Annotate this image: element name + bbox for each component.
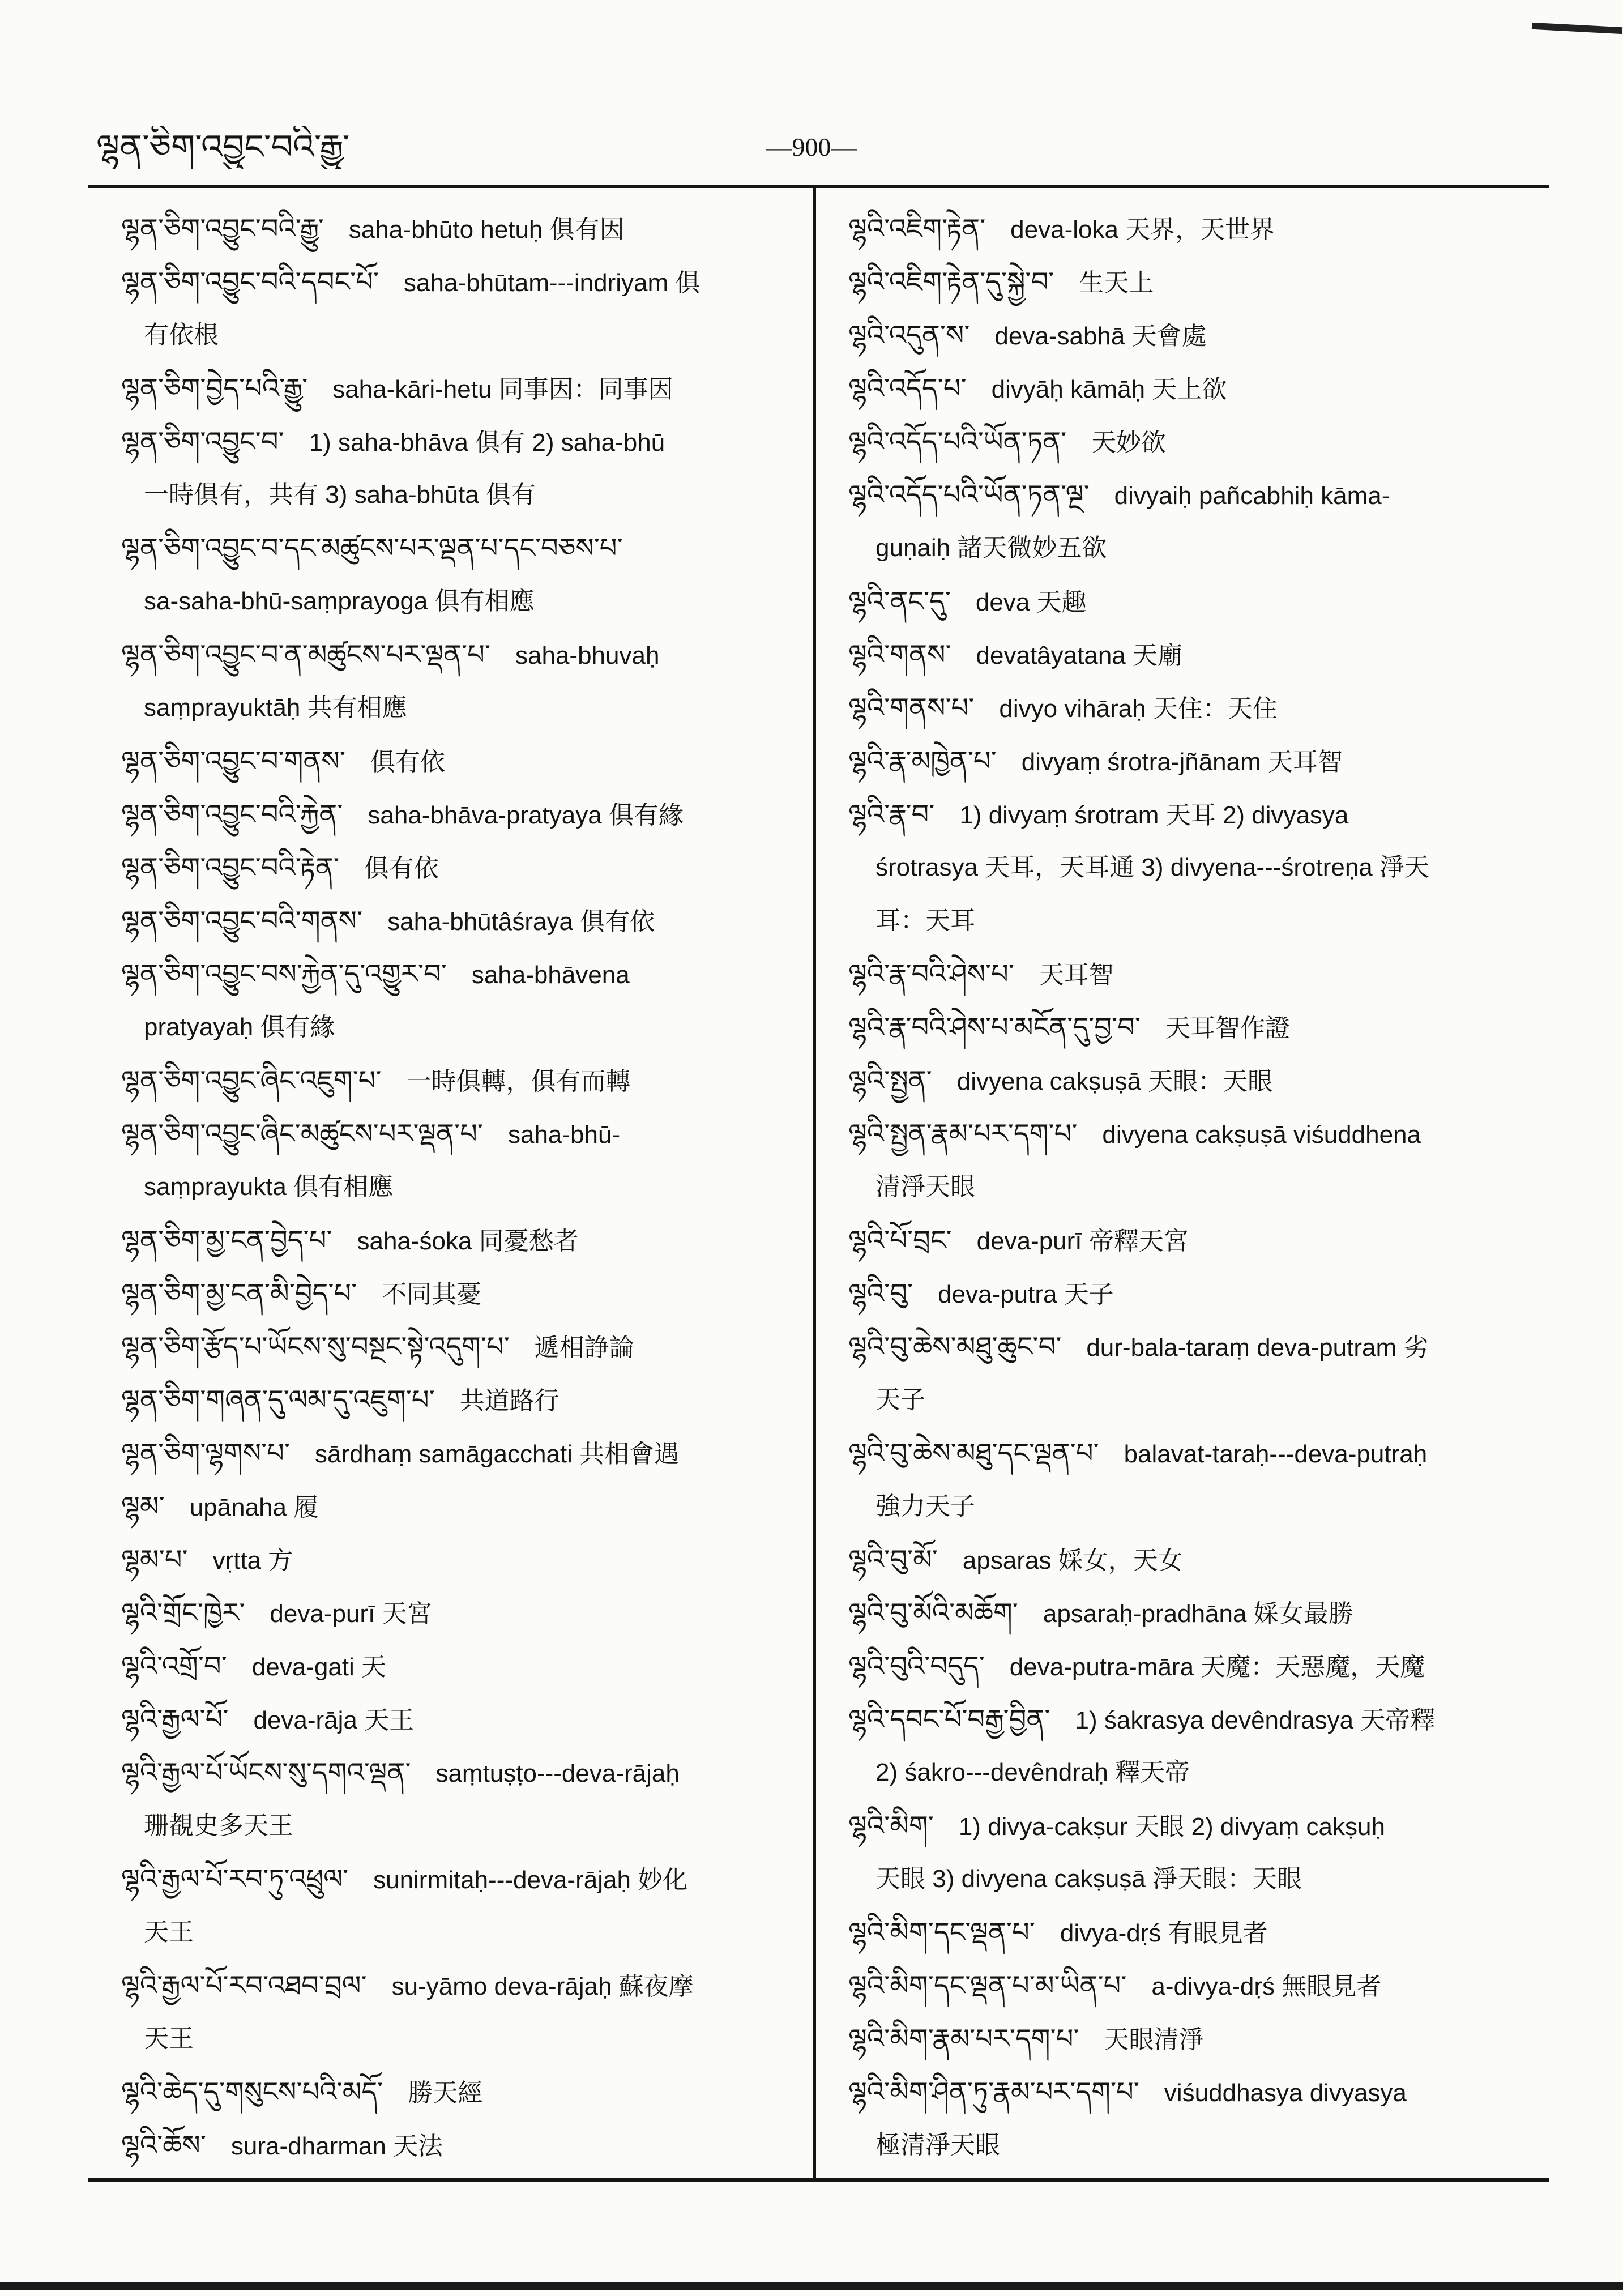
entry-gloss: devatâyatana 天廟: [976, 642, 1182, 669]
entry-continuation: śrotrasya 天耳，天耳通 3) divyena---śrotreṇa 淨天: [875, 853, 1429, 881]
entry-headword: ལྷའི་རྒྱལ་པོ་: [121, 1704, 229, 1735]
entry-headword: ལྷན་ཅིག་འབྱུང་ཞིང་མཚུངས་པར་ལྡན་པ་: [121, 1118, 483, 1150]
entry-line: [848, 628, 1584, 681]
entry-line: [121, 255, 801, 309]
entry-gloss: 1) divyaṃ śrotram 天耳 2) divyasya: [959, 801, 1349, 829]
entry-headword: ལྷན་ཅིག་གཞན་དུ་ལམ་དུ་འཇུག་པ་: [121, 1384, 435, 1416]
entry-gloss: divyaṃ śrotra-jñānam 天耳智: [1021, 748, 1343, 776]
entry-headword: ལྷའི་སྤྱན་: [848, 1065, 932, 1096]
entry-gloss: deva-sabhā 天會處: [994, 322, 1207, 350]
entry-line: [848, 681, 1584, 735]
entry-line: [848, 1640, 1584, 1693]
entry-line: [848, 415, 1584, 468]
entry-gloss: divyena cakṣuṣā viśuddhena: [1102, 1121, 1421, 1149]
entry-headword: ལྷའི་མིག་རྣམ་པར་དག་པ་: [848, 2023, 1079, 2055]
entry-line: [121, 2119, 801, 2172]
entry-line: [848, 2065, 1584, 2119]
entry-line: [121, 1746, 801, 1799]
entry-continuation: 天眼 3) divyena cakṣuṣā 淨天眼：天眼: [875, 1865, 1302, 1893]
entry-line: [121, 1214, 801, 1267]
entry-line: [848, 1107, 1584, 1160]
entry-headword: ལྷའི་འདོད་པའི་ཡོན་ཏན་: [848, 426, 1067, 458]
entry-continuation: 一時俱有，共有 3) saha-bhūta 俱有: [144, 481, 536, 509]
entry-gloss: deva-purī 帝釋天宮: [976, 1227, 1189, 1255]
entry-continuation: 珊覩史多天王: [144, 1812, 293, 1840]
entry-headword: ལྷའི་བུ་མོ་: [848, 1544, 938, 1576]
entry-line: [848, 309, 1584, 362]
entry-headword: ལྷའི་འདུན་ས་: [848, 319, 970, 351]
entry-line: [848, 575, 1584, 628]
entry-line: [121, 202, 801, 255]
entry-line: [848, 202, 1584, 255]
entry-line: [848, 1906, 1584, 1959]
entry-line: [121, 2065, 801, 2119]
entry-gloss: divya-dṛś 有眼見者: [1060, 1919, 1268, 1947]
entry-gloss: sunirmitaḥ---deva-rājaḥ 妙化: [373, 1866, 688, 1894]
entry-line: [848, 735, 1584, 788]
entry-headword: ལྷའི་པོ་བྲང་: [848, 1224, 952, 1256]
entry-line: [848, 468, 1584, 522]
bottom-rule: [88, 2178, 1549, 2182]
entry-line: [848, 2012, 1584, 2065]
entry-headword: ལྷན་ཅིག་འབྱུང་བ་: [121, 426, 284, 458]
entry-gloss: su-yāmo deva-rājaḥ 蘇夜摩: [391, 1973, 694, 2000]
entry-line: [121, 894, 801, 948]
entry-headword: ལྷན་ཅིག་བྱེད་པའི་རྒྱུ་: [121, 373, 308, 404]
entry-headword: ལྷའི་འཇིག་རྟེན་དུ་སྐྱེ་བ་: [848, 266, 1054, 298]
entry-headword: ལྷན་ཅིག་རྩོད་པ་ཡོངས་སུ་བསྔང་སྟེ་འདུག་པ་: [121, 1331, 510, 1363]
entry-headword: ལྷན་ཅིག་འབྱུང་བ་གནས་: [121, 745, 345, 777]
entry-headword: ལྷའི་གནས་: [848, 639, 951, 671]
entry-line: [848, 1320, 1584, 1373]
entry-gloss: saha-śoka 同憂愁者: [357, 1227, 579, 1255]
entry-gloss: 遞相諍論: [534, 1334, 634, 1362]
entry-headword: ལྷའི་ཆོས་: [121, 2129, 206, 2161]
entry-line: [121, 1853, 801, 1906]
entry-continuation: 天王: [144, 2025, 194, 2052]
entry-headword: ལྷན་ཅིག་འབྱུང་བའི་གནས་: [121, 905, 363, 937]
entry-headword: ལྷའི་བུ་: [848, 1278, 913, 1309]
entry-headword: ལྷན་ཅིག་འབྱུང་བའི་དབང་པོ་: [121, 266, 379, 298]
entry-gloss: 俱有依: [370, 748, 445, 776]
entry-gloss: 勝天經: [408, 2079, 483, 2107]
entry-headword: ལྷའི་མིག་: [848, 1810, 934, 1842]
entry-gloss: saha-bhuvaḥ: [515, 642, 660, 669]
entry-headword: ལྷན་ཅིག་འབྱུང་བས་རྐྱེན་དུ་འགྱུར་བ་: [121, 958, 447, 990]
entry-continuation: 強力天子: [875, 1492, 975, 1520]
entry-gloss: apsaraḥ-pradhāna 婇女最勝: [1043, 1600, 1353, 1628]
entry-gloss: deva-gati 天: [251, 1653, 387, 1681]
page-number: —900—: [766, 133, 857, 161]
right-column: [848, 202, 1584, 2172]
entry-line: [848, 1214, 1584, 1267]
entry-headword: ལྷན་ཅིག་འབྱུང་བ་ན་མཚུངས་པར་ལྡན་པ་: [121, 639, 490, 671]
entry-headword: ལྷའི་འདོད་པ་: [848, 373, 967, 404]
entry-headword: ལྷའི་གྲོང་ཁྱེར་: [121, 1597, 245, 1629]
entry-headword: ལྷའི་བུ་མོའི་མཆོག་: [848, 1597, 1018, 1629]
entry-line: [121, 1107, 801, 1160]
entry-continuation: guṇaiḥ 諸天微妙五欲: [875, 534, 1107, 562]
entry-gloss: deva-rāja 天王: [253, 1706, 415, 1734]
entry-headword: ལྷའི་རྣ་བའི་ཤེས་པ་: [848, 958, 1014, 990]
entry-headword: ལྷའི་རྣ་བའི་ཤེས་པ་མངོན་དུ་བྱ་བ་: [848, 1012, 1141, 1043]
entry-gloss: 1) divya-cakṣur 天眼 2) divyaṃ cakṣuḥ: [958, 1813, 1385, 1841]
entry-line: [848, 1001, 1584, 1054]
entry-continuation: sa-saha-bhū-saṃprayoga 俱有相應: [144, 587, 535, 615]
entry-gloss: a-divya-dṛś 無眼見者: [1151, 1973, 1382, 2000]
entry-line: [121, 841, 801, 894]
entry-gloss: upānaha 履: [189, 1493, 319, 1521]
top-rule: [88, 185, 1549, 188]
entry-continuation: 清淨天眼: [875, 1173, 975, 1201]
entry-gloss: viśuddhasya divyasya: [1164, 2079, 1407, 2107]
entry-gloss: sura-dharman 天法: [230, 2132, 443, 2160]
entry-gloss: 共道路行: [459, 1387, 559, 1415]
entry-line: [121, 1373, 801, 1427]
entry-headword: ལྷའི་མིག་དང་ལྡན་པ་མ་ཡིན་པ་: [848, 1970, 1127, 2001]
entry-line: [848, 1054, 1584, 1107]
entry-gloss: 天耳智作證: [1165, 1014, 1290, 1042]
entry-headword: ལྷའི་བུའི་བདུད་: [848, 1650, 985, 1682]
entry-line: [121, 1320, 801, 1373]
entry-gloss: balavat-taraḥ---deva-putraḥ: [1124, 1440, 1428, 1468]
entry-headword: ལྷའི་འགྲོ་བ་: [121, 1650, 227, 1682]
entry-gloss: 一時俱轉，俱有而轉: [406, 1068, 631, 1095]
entry-gloss: divyena cakṣuṣā 天眼：天眼: [956, 1068, 1273, 1095]
entry-headword: ལྷམ་: [121, 1491, 165, 1522]
entry-continuation: 天王: [144, 1918, 194, 1946]
entry-headword: ལྷའི་རྒྱལ་པོ་རབ་ཏུ་འཕྲུལ་: [121, 1863, 349, 1895]
entry-gloss: 1) śakrasya devêndrasya 天帝釋: [1075, 1706, 1436, 1734]
entry-line: [848, 1586, 1584, 1640]
entry-gloss: 天耳智: [1039, 961, 1114, 989]
entry-line: [121, 1480, 801, 1533]
entry-line: [848, 1427, 1584, 1480]
entry-headword: ལྷའི་རྣ་བ་: [848, 799, 935, 830]
entry-gloss: saha-bhūto hetuḥ 俱有因: [348, 216, 625, 244]
entry-line: [121, 1427, 801, 1480]
entry-headword: ལྷའི་མིག་ཤིན་ཏུ་རྣམ་པར་དག་པ་: [848, 2076, 1139, 2108]
entry-headword: ལྷན་ཅིག་འབྱུང་བ་དང་མཚུངས་པར་ལྡན་པ་དང་བཅས་པ་: [121, 532, 623, 564]
entry-headword: ལྷན་ཅིག་འབྱུང་ཞིང་འཇུག་པ་: [121, 1065, 382, 1096]
entry-gloss: 不同其憂: [382, 1281, 482, 1308]
entry-line: [121, 735, 801, 788]
entry-gloss: dur-bala-taraṃ deva-putram 劣: [1086, 1334, 1429, 1362]
entry-headword: ལྷན་ཅིག་མྱ་ངན་བྱེད་པ་: [121, 1224, 332, 1256]
entry-line: [848, 1799, 1584, 1853]
entry-gloss: divyo vihāraḥ 天住：天住: [999, 695, 1278, 723]
left-column: [121, 202, 801, 2172]
entry-headword: ལྷའི་དབང་པོ་བརྒྱ་བྱིན་: [848, 1704, 1050, 1735]
entry-gloss: 生天上: [1079, 269, 1154, 297]
entry-line: [121, 1693, 801, 1746]
entry-line: [121, 415, 801, 468]
entry-gloss: divyāḥ kāmāḥ 天上欲: [991, 375, 1227, 403]
entry-line: [121, 522, 801, 575]
entry-gloss: saha-bhūtâśraya 俱有依: [387, 908, 655, 936]
entry-line: [848, 362, 1584, 415]
entry-line: [848, 1693, 1584, 1746]
entry-gloss: deva 天趣: [975, 588, 1087, 616]
scan-mark: [1532, 23, 1622, 34]
entry-continuation: saṃprayukta 俱有相應: [144, 1173, 394, 1201]
entry-line: [121, 1054, 801, 1107]
entry-line: [848, 788, 1584, 841]
entry-gloss: saha-bhāvena: [471, 961, 630, 989]
entry-headword: ལྷན་ཅིག་འབྱུང་བའི་རྒྱུ་: [121, 213, 324, 245]
entry-headword: ལྷའི་སྤྱན་རྣམ་པར་དག་པ་: [848, 1118, 1078, 1150]
entry-headword: ལྷའི་འདོད་པའི་ཡོན་ཏན་ལྔ་: [848, 479, 1090, 511]
entry-gloss: sārdhaṃ samāgacchati 共相會遇: [315, 1440, 680, 1468]
entry-line: [121, 1267, 801, 1320]
entry-gloss: saṃtuṣṭo---deva-rājaḥ: [435, 1760, 680, 1787]
entry-headword: ལྷའི་རྣ་མཁྱེན་པ་: [848, 745, 997, 777]
entry-continuation: 極清淨天眼: [875, 2131, 1000, 2159]
entry-line: [121, 788, 801, 841]
entry-gloss: deva-putra 天子: [938, 1281, 1114, 1308]
entry-headword: ལྷའི་མིག་དང་ལྡན་པ་: [848, 1917, 1035, 1948]
entry-gloss: saha-bhū-: [507, 1121, 621, 1149]
entry-gloss: 天妙欲: [1091, 429, 1167, 456]
entry-gloss: deva-purī 天宮: [270, 1600, 432, 1628]
entry-line: [121, 628, 801, 681]
entry-continuation: 耳：天耳: [875, 907, 975, 934]
entry-continuation: 天子: [875, 1386, 925, 1414]
running-head: ལྷན་ཅིག་འབྱུང་བའི་རྒྱུ་: [96, 127, 350, 167]
entry-gloss: 俱有依: [364, 855, 439, 882]
entry-line: [848, 948, 1584, 1001]
entry-headword: ལྷན་ཅིག་འབྱུང་བའི་རྟེན་: [121, 852, 339, 884]
entry-line: [121, 1533, 801, 1586]
entry-headword: ལྷམ་པ་: [121, 1544, 188, 1576]
entry-line: [848, 1959, 1584, 2012]
entry-line: [121, 1640, 801, 1693]
entry-headword: ལྷའི་བུ་ཆེས་མཐུ་དང་ལྡན་པ་: [848, 1437, 1099, 1469]
entry-headword: ལྷན་ཅིག་འབྱུང་བའི་རྐྱེན་: [121, 799, 343, 830]
bottom-edge-band: [0, 2282, 1623, 2290]
entry-headword: ལྷའི་གནས་པ་: [848, 692, 975, 724]
entry-continuation: 2) śakro---devêndraḥ 釋天帝: [875, 1759, 1190, 1786]
entry-headword: ལྷའི་འཇིག་རྟེན་: [848, 213, 986, 245]
entry-line: [848, 255, 1584, 309]
entry-headword: ལྷན་ཅིག་ལྷགས་པ་: [121, 1437, 291, 1469]
entry-gloss: divyaiḥ pañcabhiḥ kāma-: [1114, 482, 1390, 510]
entry-gloss: 天眼清淨: [1104, 2026, 1204, 2054]
entry-continuation: saṃprayuktāḥ 共有相應: [144, 694, 407, 722]
entry-gloss: apsaras 婇女，天女: [962, 1547, 1183, 1574]
entry-gloss: saha-bhāva-pratyaya 俱有緣: [368, 801, 684, 829]
entry-headword: ལྷན་ཅིག་མྱ་ངན་མི་བྱེད་པ་: [121, 1278, 357, 1309]
entry-headword: ལྷའི་རྒྱལ་པོ་ཡོངས་སུ་དགའ་ལྡན་: [121, 1757, 411, 1789]
entry-gloss: saha-kāri-hetu 同事因：同事因: [332, 375, 673, 403]
entry-gloss: deva-loka 天界，天世界: [1010, 216, 1275, 244]
entry-continuation: pratyayaḥ 俱有緣: [144, 1013, 335, 1041]
entry-line: [848, 1533, 1584, 1586]
entry-line: [121, 948, 801, 1001]
entry-gloss: vṛtta 方: [212, 1547, 293, 1574]
entry-headword: ལྷའི་རྒྱལ་པོ་རབ་འཐབ་བྲལ་: [121, 1970, 367, 2001]
entry-line: [848, 1267, 1584, 1320]
entry-continuation: 有依根: [144, 321, 219, 349]
entry-headword: ལྷའི་བུ་ཆེས་མཐུ་ཆུང་བ་: [848, 1331, 1062, 1363]
column-divider: [813, 187, 816, 2182]
entry-line: [121, 1586, 801, 1640]
entry-gloss: deva-putra-māra 天魔：天惡魔，天魔: [1009, 1653, 1425, 1681]
entry-headword: ལྷའི་ཆེད་དུ་གསུངས་པའི་མདོ་: [121, 2076, 383, 2108]
entry-gloss: 1) saha-bhāva 俱有 2) saha-bhū: [309, 429, 665, 456]
entry-line: [121, 362, 801, 415]
entry-gloss: saha-bhūtam---indriyam 俱: [404, 269, 701, 297]
entry-headword: ལྷའི་ནང་དུ་: [848, 586, 951, 617]
entry-line: [121, 1959, 801, 2012]
